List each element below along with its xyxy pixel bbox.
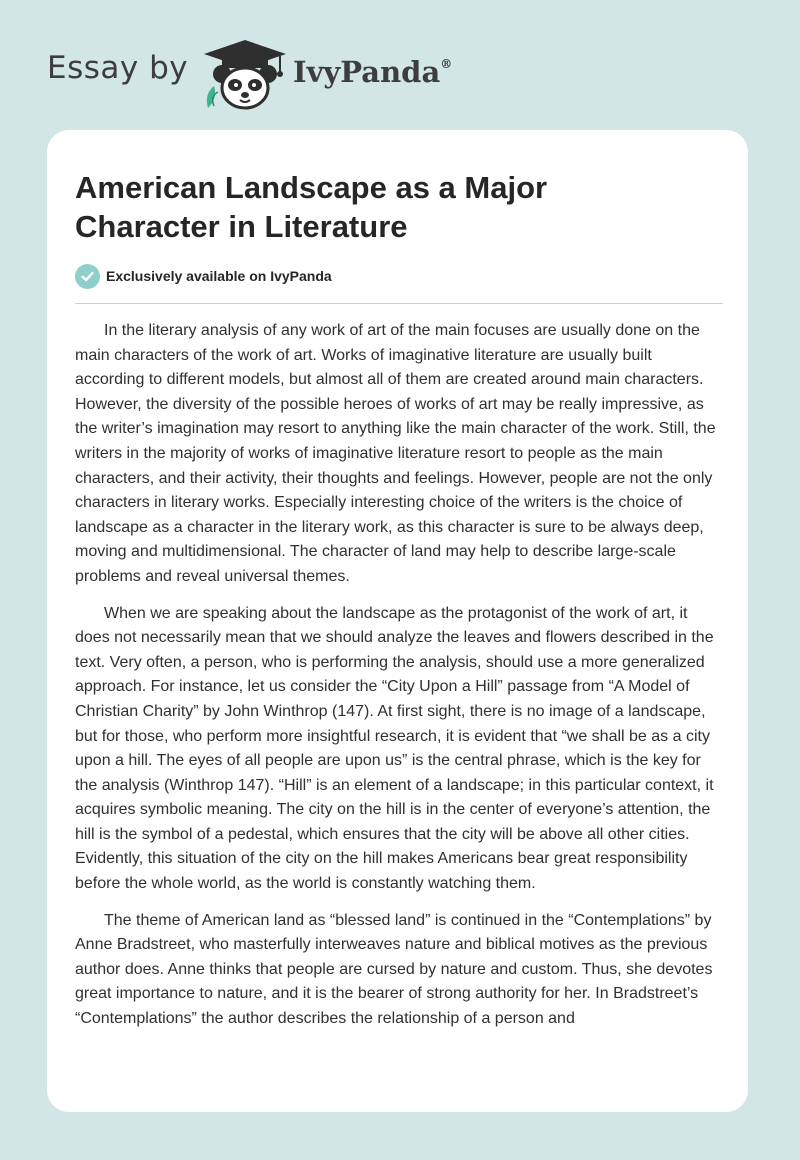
paragraph: When we are speaking about the landscape as the protagonist of the work of art, it does not necessarily mean that we should analyze the leaves and flowers described in the text. Very often, a person, who is performing the analysis, should use a more generalized approach. For instance, let us consider the “City Upon a Hill” passage from “A Model of Christian Charity” by John Winthrop (147). At first sight, there is no image of a landscape, but for those, who perform more insightful research, it is evident that “we shall be as a city upon a hill. The eyes of all people are upon us” is the central phrase, which is the key for the analysis (Winthrop 147). “Hill” is an element of a landscape; in this particular context, it acquires symbolic meaning. The city on the hill is in the center of everyone’s attention, the hill is the symbol of a pedestal, which ensures that the city will be above all other cities. Evidently, this situation of the city on the hill makes Americans bear great responsibility before the whole world, as the world is constantly watching them. — [75, 604, 714, 893]
essay-by-label: Essay by — [47, 50, 189, 86]
exclusive-badge — [75, 263, 332, 289]
brand-name[interactable]: IvyPanda® — [293, 55, 453, 89]
paragraph: The theme of American land as “blessed land” is continued in the “Contemplations” by Anne Bradstreet, who masterfully interweaves nature and biblical motives as the previous author does. Anne thinks that people are cursed by nature and custom. Thus, she devotes great importance to nature, and it is the bearer of strong authority for her. In Bradstreet’s “Contemplations” the author describes the relationship of a person and — [75, 911, 713, 1028]
essay-body — [75, 319, 725, 1044]
panda-graduate-icon[interactable] — [200, 38, 290, 110]
paragraph: In the literary analysis of any work of art of the main focuses are usually done on the main characters of the work of art. Works of imaginative literature are usually built according to different models, but almost all of them are created around main characters. However, the diversity of the possible heroes of works of art may be really impressive, as the writer’s imagination may resort to anything like the main character of the work. Still, the writers in the majority of works of imaginative literature resort to people as the main characters, and their activity, their thoughts and feelings. However, people are not the only characters in literary works. Especially interesting choice of the writers is the choice of landscape as a character in the literary work, as this character is sure to be always deep, moving and multidimensional. The character of land may help to describe large-scale problems and reveal universal themes. — [75, 322, 716, 585]
site-header — [0, 0, 800, 130]
check-circle-icon — [75, 264, 100, 289]
exclusive-badge-label: Exclusively available on IvyPanda — [106, 268, 332, 284]
registered-mark: ® — [440, 57, 453, 71]
essay-title: American Landscape as a Major Character in Literature — [75, 170, 548, 244]
title-divider — [75, 303, 723, 304]
essay-card — [47, 130, 748, 1112]
